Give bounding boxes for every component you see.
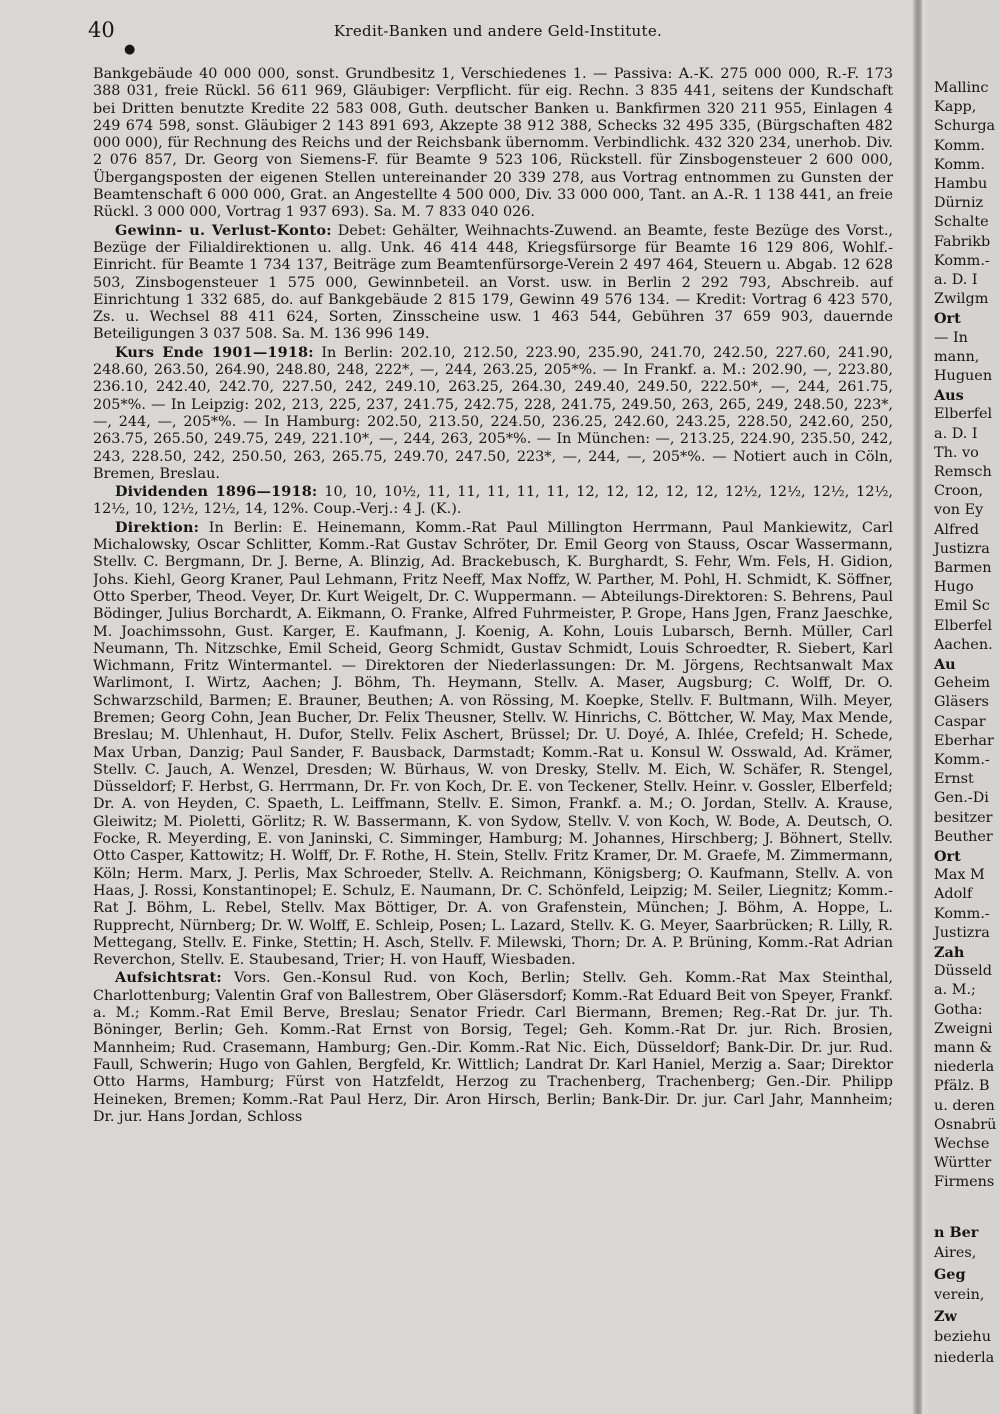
adjacent-text-line: niederla xyxy=(934,1059,995,1076)
adjacent-text-line: Pfälz. B xyxy=(934,1078,990,1095)
profit-loss-label: Gewinn- u. Verlust-Konto: xyxy=(115,221,332,239)
adjacent-text-line: Schurga xyxy=(934,118,996,135)
adjacent-text-line: niederla xyxy=(934,1350,995,1366)
adjacent-text-line: Geheim xyxy=(934,675,991,692)
adjacent-text-line: Beuther xyxy=(934,828,993,845)
adjacent-text-line: mann, xyxy=(934,348,980,365)
adjacent-text-line: Komm. xyxy=(934,156,985,173)
adjacent-text-line: mann & xyxy=(934,1040,993,1056)
adjacent-text-line: von Ey xyxy=(934,502,984,519)
adjacent-text-line: Gotha: xyxy=(934,1001,983,1018)
adjacent-text-line: a. D. I xyxy=(934,425,978,442)
adjacent-text-line: n Ber xyxy=(934,1224,979,1241)
adjacent-text-line: Firmens xyxy=(934,1174,995,1191)
adjacent-text-line: Hugo xyxy=(934,579,974,596)
adjacent-text-line: a. M.; xyxy=(934,982,976,999)
adjacent-text-line: Justizra xyxy=(934,924,990,941)
adjacent-text-line: Zweigni xyxy=(934,1020,993,1037)
supervisory-board-text: Vors. Gen.-Konsul Rud. von Koch, Berlin; Stellv. Geh. Komm.-Rat Max Steinthal, Charlottenburg; Valentin Graf von Ballestrem, Ober Gläsersdorf; Komm.-Rat Eduard Beit von Speyer, Frankf. a. M.; Komm.-Rat Emil Berve, Breslau; Senator Friedr. Carl Biermann, Bremen; Reg.-Rat Dr. jur. Th. Böninger, Berlin; Geh. Komm.-Rat Ernst von Borsig, Tegel; Geh. Komm.-Rat Dr. jur. Rich. Brosien, Mannheim; Rud. Crasemann, Hamburg; Gen.-Dir. Komm.-Rat Nic. Eich, Düsseldorf; Bank-Dir. Dr. jur. Rud. Faull, Schwerin; Hugo von Gahlen, Bergfeld, Kr. Wittlich; Landrat Dr. Karl Haniel, Merzig a. Saar; Direktor Otto Harms, Hamburg; Fürst von Hatzfeldt, Herzog zu Trachenberg, Trachenberg; Gen.-Dir. Philipp Heineken, Bremen; Komm.-Rat Paul Herz, Dir. Aron Hirsch, Berlin; Bank-Dir. Dr. jur. Carl Jahr, Mannheim; Dr. jur. Hans Jordan, Schloss xyxy=(93,970,893,1125)
adjacent-text-line: Geg xyxy=(934,1266,966,1283)
adjacent-text-line: Justizra xyxy=(934,540,990,557)
adjacent-text-line: Zwilgm xyxy=(934,291,989,308)
profit-loss-paragraph xyxy=(93,222,893,344)
balance-sheet-text: Bankgebäude 40 000 000, sonst. Grundbesitz 1, Verschiedenes 1. — Passiva: A.-K. 275 000 000, R.-F. 173 388 031, freie Rückl. 56 611 969, Gläubiger: Verpflicht. für eig. Rechn. 3 835 441, seitens der Kundschaft bei Dritten benutzte Kredite 22 583 008, Guth. deutscher Banken u. Bankfirmen 320 211 955, Einlagen 4 249 674 598, sonst. Gläubiger 2 143 891 693, Akzepte 38 912 388, Schecks 32 495 335, (Bürgschaften 482 000 000), für Rechnung des Reichs und der Reichsbank übernomm. Verbindlichk. 432 320 234, unerhob. Div. 2 076 857, Dr. Georg von Siemens-F. für Beamte 9 523 106, Rückstell. für Zinsbogensteuer 2 600 000, Übergangsposten der eigenen Stellen untereinander 20 339 278, aus Vortrag entnommen zu Gunsten der Beamtenschaft 6 000 000, Grat. an Angestellte 4 500 000, Div. 33 000 000, Tant. an A.-R. 1 138 441, an freie Rückl. 3 000 000, Vortrag 1 937 693). Sa. M. 7 833 040 026. xyxy=(93,66,893,221)
adjacent-text-line: a. D. I xyxy=(934,272,978,288)
page-number: 40 xyxy=(88,18,115,42)
supervisory-board-label: Aufsichtsrat: xyxy=(115,969,222,987)
adjacent-text-line: Barmen xyxy=(934,560,992,576)
balance-sheet-paragraph xyxy=(93,66,893,222)
adjacent-text-line: Ernst xyxy=(934,771,974,788)
page-header xyxy=(88,18,908,57)
adjacent-text-line: Hambu xyxy=(934,176,988,192)
adjacent-text-line: Adolf xyxy=(934,886,973,903)
adjacent-text-line: Aachen. xyxy=(934,636,993,653)
adjacent-text-line: Komm. xyxy=(934,137,985,154)
adjacent-text-line: Gen.-Di xyxy=(934,790,989,807)
book-gutter xyxy=(913,0,922,1414)
adjacent-text-line: u. deren xyxy=(934,1097,995,1114)
adjacent-text-line: Ort xyxy=(934,310,961,328)
adjacent-text-line: Düsseld xyxy=(934,963,992,980)
adjacent-text-line: Komm.- xyxy=(934,752,990,768)
adjacent-text-line: Kapp, xyxy=(934,99,977,116)
dividends-text: 10, 10, 10½, 11, 11, 11, 11, 11, 12, 12, 12, 12, 12, 12½, 12½, 12½, 12½, 12½, 10, 12½, 12½, 14, 12%. Coup.-Verj.: 4 J. (K.). xyxy=(93,484,893,518)
adjacent-text-line: Komm.- xyxy=(934,905,990,922)
profit-loss-text: Debet: Gehälter, Weihnachts-Zuwend. an Beamte, feste Bezüge des Vorst., Bezüge der Filialdirektionen u. allg. Unk. 46 414 448, Kriegsfürsorge für Beamte 16 129 806, Wohlf.-Einricht. für Beamte 1 734 137, Beiträge zum Beamtenfürsorge-Verein 2 497 464, Steuern u. Abgab. 12 628 503, Zinsbogensteuer 1 575 000, Gewinnbeteil. an Vorst. usw. in Berlin 2 292 793, Abschreib. auf Einrichtung 1 332 685, do. auf Bankgebäude 2 815 179, Gewinn 49 576 134. — Kredit: Vortrag 6 423 570, Zs. u. Wechsel 88 411 624, Sorten, Zinsscheine usw. 1 463 544, Gebühren 37 659 903, dauernde Beteiligungen 3 037 508. Sa. M. 136 996 149. xyxy=(93,222,893,343)
adjacent-text-line: Württer xyxy=(934,1155,992,1172)
adjacent-text-line: Alfred xyxy=(934,521,979,538)
adjacent-page-column xyxy=(928,0,1000,1414)
adjacent-text-line: beziehu xyxy=(934,1329,991,1345)
adjacent-text-line: Remsch xyxy=(934,464,992,480)
management-label: Direktion: xyxy=(115,518,200,536)
adjacent-text-line: Mallinc xyxy=(934,80,989,96)
adjacent-text-line: Wechse xyxy=(934,1136,990,1152)
adjacent-text-line: Gläsers xyxy=(934,694,989,711)
adjacent-text-line: Ort xyxy=(934,848,961,865)
adjacent-text-line: Komm.- xyxy=(934,252,990,269)
adjacent-text-line: Elberfel xyxy=(934,406,993,423)
adjacent-text-line: Elberfel xyxy=(934,617,993,634)
management-paragraph xyxy=(93,519,893,970)
adjacent-text-line: Zw xyxy=(934,1308,957,1325)
adjacent-text-line: Th. vo xyxy=(934,444,979,461)
dividends-label: Dividenden 1896—1918: xyxy=(115,483,318,501)
adjacent-text-line: Au xyxy=(934,656,956,673)
adjacent-text-line: Dürniz xyxy=(934,195,984,212)
adjacent-text-line: Eberhar xyxy=(934,732,994,749)
adjacent-text-line: Huguen xyxy=(934,368,993,384)
printer-mark: ● xyxy=(124,42,136,57)
adjacent-text-line: — In xyxy=(934,329,968,346)
running-title: Kredit-Banken und andere Geld-Institute. xyxy=(333,22,663,40)
adjacent-text-line: Osnabrü xyxy=(934,1116,997,1133)
adjacent-text-line: Croon, xyxy=(934,483,984,500)
adjacent-text-line: Fabrikb xyxy=(934,233,991,250)
adjacent-text-line: Zah xyxy=(934,944,965,961)
adjacent-text-line: Caspar xyxy=(934,713,986,730)
supervisory-board-paragraph xyxy=(93,969,893,1126)
adjacent-text-line: verein, xyxy=(934,1287,985,1303)
share-price-paragraph xyxy=(93,344,893,483)
adjacent-text-line: Emil Sc xyxy=(934,598,990,615)
adjacent-text-line: Max M xyxy=(934,867,985,884)
management-text: In Berlin: E. Heinemann, Komm.-Rat Paul Millington Herrmann, Paul Mankiewitz, Carl Michalowsky, Oscar Schlitter, Komm.-Rat Gustav Schröter, Dr. Emil Georg von Stauss, Oscar Wassermann, Stellv. C. Bergmann, Dr. J. Berne, A. Blinzig, Ad. Brackebusch, K. Burghardt, S. Fehr, Wm. Fels, H. Gidion, Johs. Kiehl, Georg Kraner, Paul Lehmann, Fritz Neeff, Max Noffz, W. Parther, M. Pohl, H. Schmidt, K. Söffner, Otto Sperber, Theod. Veyer, Dr. Kurt Weigelt, Dr. C. Wuppermann. — Abteilungs-Direktoren: S. Behrens, Paul Bödinger, Julius Borchardt, A. Eikmann, O. Franke, Alfred Fuhrmeister, P. Grope, Hans Jgen, Franz Jaeschke, M. Joachimssohn, Gust. Karger, E. Kaufmann, J. Koenig, A. Kohn, Louis Lubarsch, Bernh. Müller, Carl Neumann, Th. Nitzschke, Emil Scheid, Georg Schmidt, Gustav Schmidt, Louis Schroedter, R. Siebert, Karl Wichmann, Fritz Wintermantel. — Direktoren der Niederlassungen: Dr. M. Jörgens, Rechtsanwalt Max Warlimont, I. Wirtz, Aachen; J. Böhm, Th. Heymann, Stellv. A. Maser, Augsburg; C. Wolff, Dr. O. Schwarzschild, Barmen; E. Brauner, Beuthen; A. von Rössing, M. Koepke, Stellv. F. Bultmann, Wilh. Meyer, Bremen; Georg Cohn, Jean Bucher, Dr. Felix Theusner, Stellv. W. Hinrichs, C. Böttcher, W. May, Max Mende, Breslau; M. Uhlenhaut, H. Dufor, Stellv. Felix Aschert, Brüssel; Dr. U. Doyé, A. Ihlée, Crefeld; H. Schede, Max Urban, Danzig; Paul Sander, F. Bausback, Darmstadt; Komm.-Rat u. Konsul W. Osswald, Ad. Krämer, Stellv. C. Jauch, A. Wenzel, Dresden; W. Bürhaus, W. von Dresky, Stellv. M. Eich, W. Schäfer, R. Stengel, Düsseldorf; F. Herbst, G. Herrmann, Dr. Fr. von Koch, Dr. E. von Teckener, Stellv. Heinr. v. Gossler, Elberfeld; Dr. A. von Heyden, C. Spaeth, L. Leiffmann, Stellv. E. Simon, Frankf. a. M.; O. Jordan, Stellv. A. Krause, Gleiwitz; M. Pioletti, Görlitz; R. W. Bassermann, K. von Sydow, Stellv. V. von Koch, W. Bode, A. Deutsch, O. Focke, R. Meyerding, E. von Janinski, C. Simminger, Hamburg; M. Johannes, Hirschberg; J. Böhnert, Stellv. Otto Casper, Kattowitz; H. Wolff, Dr. F. Rothe, H. Stein, Stellv. Fritz Kramer, Dr. M. Graefe, M. Zimmermann, Köln; Herm. Marx, J. Perlis, Max Schroeder, Stellv. A. Reichmann, Königsberg; O. Kaufmann, Stellv. A. von Haas, J. Rossi, Konstantinopel; E. Schulz, E. Naumann, Dr. C. Schönfeld, Leipzig; M. Seiler, Liegnitz; Komm.-Rat J. Böhm, L. Rebel, Stellv. Max Böttiger, Dr. A. von Grafenstein, München; J. Böhm, A. Hoppe, L. Rupprecht, Nürnberg; Dr. W. Wolff, E. Schleip, Posen; L. Lazard, Stellv. K. G. Meyer, Saarbrücken; R. Lilly, R. Mettegang, Stellv. E. Finke, Stettin; H. Asch, Stellv. F. Milewski, Thorn; Dr. A. P. Brüning, Komm.-Rat Adrian Reverchon, Stellv. E. Staubesand, Trier; H. von Hauff, Wiesbaden. xyxy=(93,519,893,969)
dividends-paragraph xyxy=(93,483,893,519)
share-price-text: In Berlin: 202.10, 212.50, 223.90, 235.90, 241.70, 242.50, 227.60, 241.90, 248.60, 263.50, 264.90, 248.80, 248, 222*, —, 244, 263.25, 205*%. — In Frankf. a. M.: 202.90, —, 223.80, 236.10, 242.40, 242.70, 227.50, 242, 249.10, 263.25, 264.30, 249.40, 249.50, 222.50*, —, 244, 261.75, 205*%. — In Leipzig: 202, 213, 225, 237, 241.75, 242.75, 228, 241.75, 249.50, 263, 265, 249, 248.50, 223*, —, 244, —, 205*%. — In Hamburg: 202.50, 213.50, 224.50, 236.25, 242.60, 243.25, 228.50, 242.60, 250, 263.75, 265.50, 249.75, 249, 221.10*, —, 244, 263, 205*%. — In München: —, 213.25, 224.90, 235.50, 242, 243, 228.50, 242, 250.50, 263, 265.75, 249.70, 247.50, 223*, —, 244, —, 205*%. — Notiert auch in Cöln, Bremen, Breslau. xyxy=(93,344,893,482)
adjacent-text-line: Aus xyxy=(934,387,964,405)
adjacent-text-line: Aires, xyxy=(934,1245,977,1261)
adjacent-text-line: Schalte xyxy=(934,214,989,231)
main-text-column xyxy=(93,66,893,1378)
share-price-label: Kurs Ende 1901—1918: xyxy=(115,343,314,361)
adjacent-text-line: besitzer xyxy=(934,809,993,826)
